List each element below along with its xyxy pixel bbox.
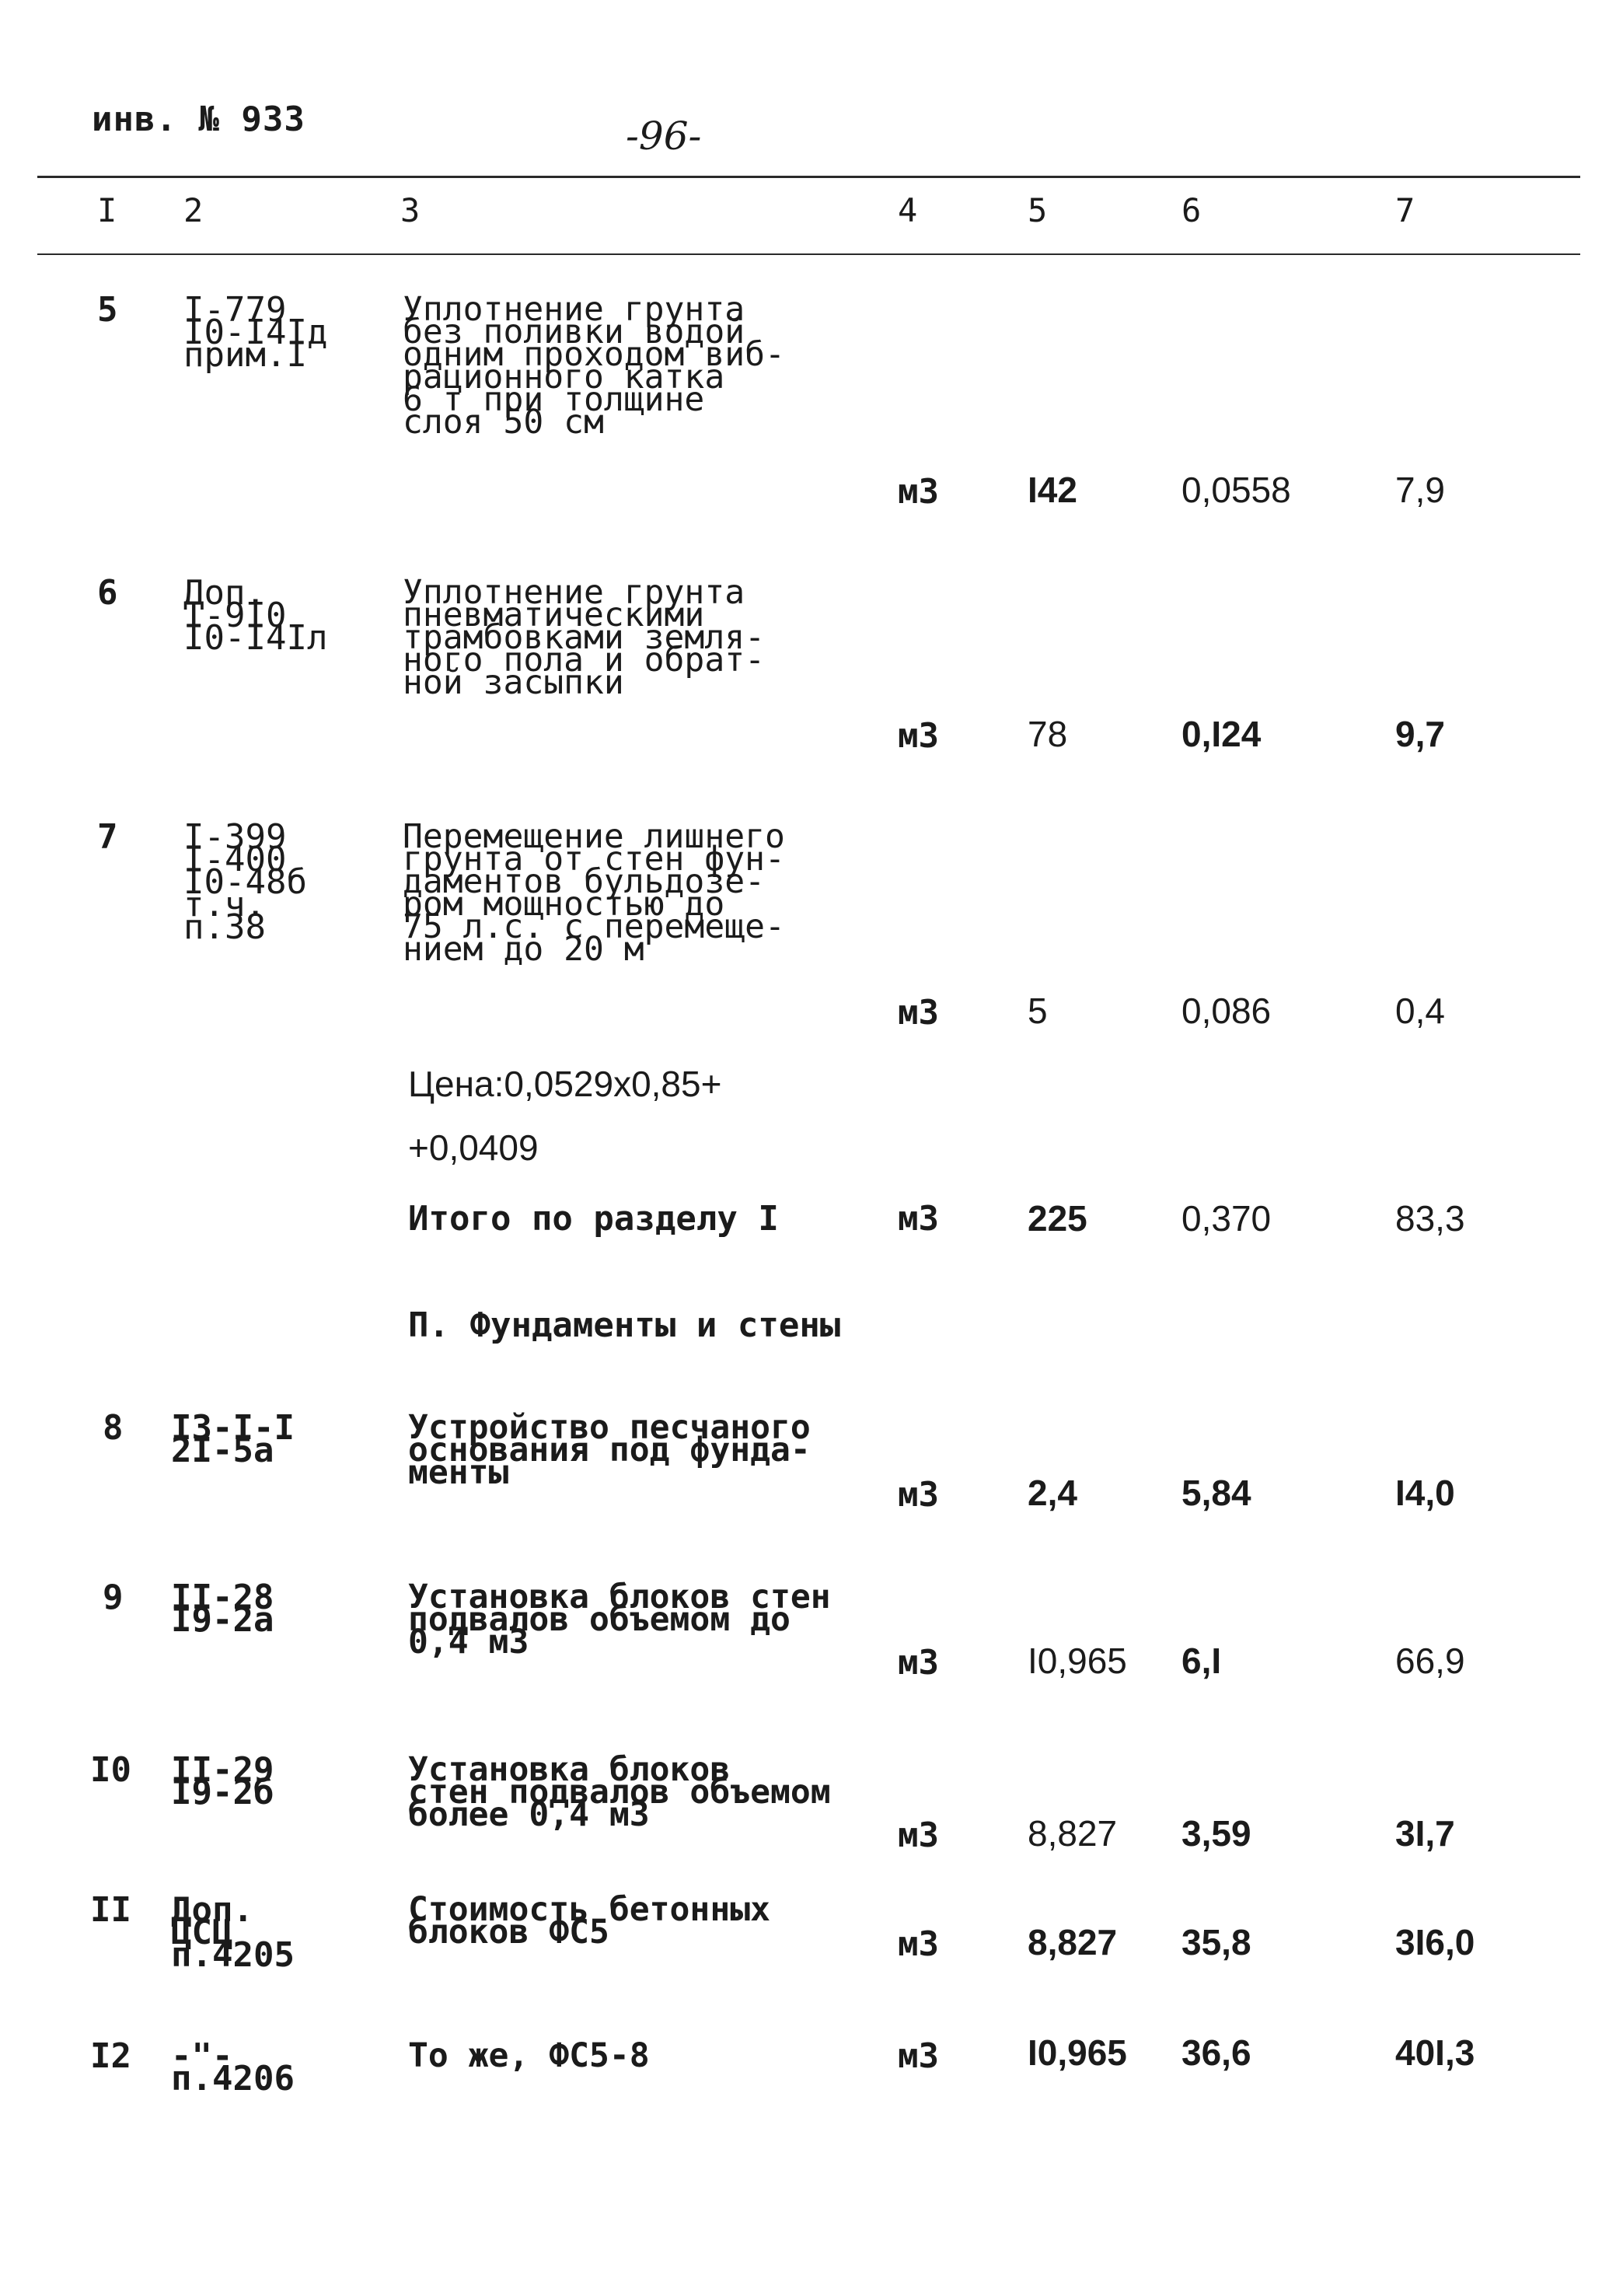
column-header-1: I <box>97 191 117 229</box>
column-header-6: 6 <box>1181 191 1202 229</box>
row-quantity: I42 <box>1028 470 1077 510</box>
row-total: 3I6,0 <box>1395 1922 1475 1962</box>
row-code: I-399 I-400 I0-48б т.ч. п.38 <box>183 817 307 947</box>
row-price: 0,086 <box>1181 991 1272 1031</box>
row-quantity: 5 <box>1028 991 1048 1031</box>
top-rule <box>37 176 1580 178</box>
row-code: -"- п.4206 <box>171 2036 295 2099</box>
page-number: -96- <box>626 114 702 159</box>
column-header-2: 2 <box>183 191 204 229</box>
row-price: 6,I <box>1181 1641 1222 1681</box>
row-description: То же, ФС5-8 <box>408 2036 650 2075</box>
row-price: 35,8 <box>1181 1922 1251 1962</box>
subtotal-price: 0,370 <box>1181 1198 1272 1239</box>
row-description: Перемещение лишнего грунта от стен фун- даментов бульдозе- ром мощностью до 75 л.с. с перемеще- нием до 20 м <box>403 817 785 969</box>
row-total: 0,4 <box>1395 991 1445 1031</box>
row-total: 7,9 <box>1395 470 1445 510</box>
row-number: 5 <box>97 290 118 330</box>
header-rule <box>37 253 1580 255</box>
row-code: Доп. I-9I0 I0-I4Iл <box>183 573 328 658</box>
row-number: I2 <box>90 2036 131 2076</box>
row-unit: м3 <box>898 1815 939 1855</box>
subtotal-unit: м3 <box>898 1199 939 1239</box>
section-title: П. Фундаменты и стены <box>408 1305 841 1345</box>
row-number: II <box>90 1890 131 1930</box>
row-total: 3I,7 <box>1395 1813 1455 1854</box>
row-unit: м3 <box>898 472 939 512</box>
row-unit: м3 <box>898 1643 939 1683</box>
row-price: 0,0558 <box>1181 470 1291 510</box>
row-description: Установка блоков стен подвалов объемом более 0,4 м3 <box>408 1750 831 1834</box>
row-quantity: I0,965 <box>1028 2032 1127 2073</box>
row-unit: м3 <box>898 716 939 756</box>
row-code: I3-I-I 2I-5а <box>171 1408 295 1470</box>
column-header-3: 3 <box>400 191 421 229</box>
row-number: 9 <box>103 1578 124 1617</box>
row-unit: м3 <box>898 1924 939 1964</box>
row-quantity: 8,827 <box>1028 1922 1118 1962</box>
row-unit: м3 <box>898 993 939 1033</box>
row-quantity: 2,4 <box>1028 1473 1077 1513</box>
row-price: 5,84 <box>1181 1473 1251 1513</box>
row-number: 8 <box>103 1408 124 1448</box>
row-quantity: 8,827 <box>1028 1813 1118 1854</box>
row-total: I4,0 <box>1395 1473 1455 1513</box>
row-description: Устройство песчаного основания под фунда- менты <box>408 1408 811 1492</box>
subtotal-label: Итого по разделу I <box>408 1199 779 1239</box>
row-total: 9,7 <box>1395 714 1445 754</box>
row-code: II-28 I9-2а <box>171 1578 274 1640</box>
row-description: Установка блоков стен подвалов объемом до 0,4 м3 <box>408 1578 831 1662</box>
price-note-line2: +0,0409 <box>408 1127 539 1168</box>
row-number: 7 <box>97 817 118 857</box>
row-unit: м3 <box>898 1475 939 1515</box>
inventory-number: инв. № 933 <box>92 100 305 139</box>
row-quantity: 78 <box>1028 714 1068 754</box>
row-price: 36,6 <box>1181 2032 1251 2073</box>
row-number: 6 <box>97 573 118 613</box>
price-note-line1: Цена:0,0529х0,85+ <box>408 1064 722 1104</box>
row-number: I0 <box>90 1750 131 1790</box>
row-description: Стоимость бетонных блоков ФС5 <box>408 1890 770 1952</box>
column-header-7: 7 <box>1395 191 1415 229</box>
column-header-5: 5 <box>1028 191 1048 229</box>
row-code: II-29 I9-2б <box>171 1750 274 1812</box>
row-total: 40I,3 <box>1395 2032 1475 2073</box>
row-description: Уплотнение грунта без поливки водой одним проходом виб- рационного катка 6 т при толщине слоя 50 см <box>403 290 785 442</box>
row-code: Доп. ЦСЦ п.4205 <box>171 1890 295 1975</box>
row-price: 3,59 <box>1181 1813 1251 1854</box>
subtotal-total: 83,3 <box>1395 1198 1465 1239</box>
row-unit: м3 <box>898 2036 939 2076</box>
column-header-4: 4 <box>898 191 918 229</box>
row-code: I-779 I0-I4Iд прим.I <box>183 290 328 375</box>
row-total: 66,9 <box>1395 1641 1465 1681</box>
subtotal-quantity: 225 <box>1028 1198 1087 1239</box>
row-quantity: I0,965 <box>1028 1641 1127 1681</box>
row-description: Уплотнение грунта пневматическими трамбовками земля- ного пола и обрат- ной засыпки <box>403 573 765 702</box>
row-price: 0,I24 <box>1181 714 1262 754</box>
